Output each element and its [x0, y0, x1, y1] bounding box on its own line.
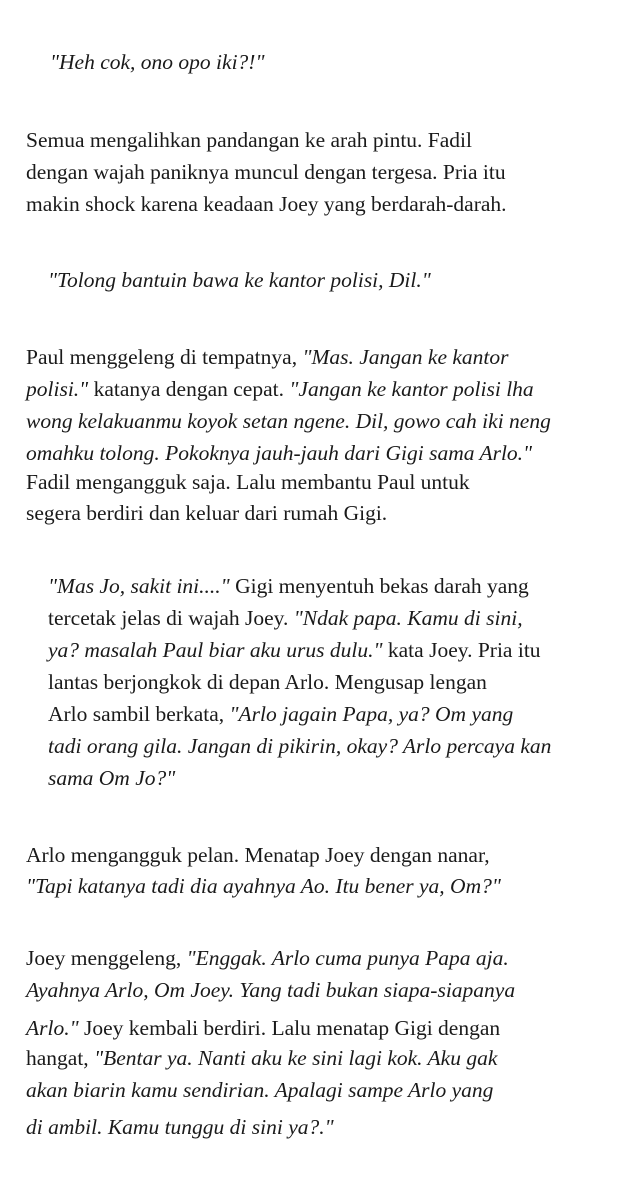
p2-line-1: Semua mengalihkan pandangan ke arah pintu. Fadil	[26, 128, 472, 152]
p4-line-2	[26, 376, 534, 402]
p7-line-6	[26, 1114, 334, 1140]
dialogue: "Tolong bantuin bawa ke kantor polisi, Dil."	[48, 268, 431, 292]
narration: Joey menggeleng,	[26, 946, 187, 970]
dialogue: "Mas Jo, sakit ini...."	[48, 574, 230, 598]
narration: Arlo sambil berkata,	[48, 702, 230, 726]
p5-line-6	[48, 733, 551, 759]
p7-line-2	[26, 977, 515, 1003]
dialogue: Arlo."	[26, 1016, 79, 1040]
narration: Joey kembali berdiri. Lalu menatap Gigi dengan	[78, 1016, 501, 1040]
p5-line-7	[48, 765, 175, 791]
dialogue: wong kelakuanmu koyok setan ngene. Dil, gowo cah iki neng	[26, 409, 551, 433]
narration: katanya dengan cepat.	[88, 377, 290, 401]
p4-line-6: segera berdiri dan keluar dari rumah Gigi.	[26, 501, 388, 525]
dialogue: "Mas. Jangan ke kantor	[302, 345, 509, 369]
p2-line-3: makin shock karena keadaan Joey yang berdarah-darah.	[26, 192, 507, 216]
narration: tercetak jelas di wajah Joey.	[48, 606, 294, 630]
dialogue: polisi."	[26, 377, 89, 401]
narration: kata Joey. Pria itu	[382, 638, 541, 662]
dialogue: "Tapi katanya tadi dia ayahnya Ao. Itu bener ya, Om?"	[26, 874, 501, 898]
dialogue: "Ndak papa. Kamu di sini,	[293, 606, 523, 630]
dialogue: "Jangan ke kantor polisi lha	[289, 377, 534, 401]
p5-line-2	[48, 605, 523, 631]
p5-line-3	[48, 637, 541, 663]
dialogue: akan biarin kamu sendirian. Apalagi sampe Arlo yang	[26, 1078, 494, 1102]
p4-line-3	[26, 408, 551, 434]
p5-line-4: lantas berjongkok di depan Arlo. Mengusap lengan	[48, 670, 487, 694]
narration: Paul menggeleng di tempatnya,	[26, 345, 303, 369]
p3-line-1	[48, 267, 431, 293]
dialogue: ya? masalah Paul biar aku urus dulu."	[48, 638, 383, 662]
narration: Gigi menyentuh bekas darah yang	[229, 574, 529, 598]
dialogue: di ambil. Kamu tunggu di sini ya?."	[26, 1115, 334, 1139]
p7-line-3	[26, 1015, 500, 1041]
dialogue: Ayahnya Arlo, Om Joey. Yang tadi bukan siapa-siapanya	[26, 978, 516, 1002]
dialogue: "Enggak. Arlo cuma punya Papa aja.	[186, 946, 509, 970]
p4-line-5: Fadil mengangguk saja. Lalu membantu Paul untuk	[26, 470, 470, 494]
dialogue: "Arlo jagain Papa, ya? Om yang	[229, 702, 514, 726]
p7-line-5	[26, 1077, 493, 1103]
dialogue: tadi orang gila. Jangan di pikirin, okay? Arlo percaya kan	[48, 734, 552, 758]
dialogue: "Heh cok, ono opo iki?!"	[50, 50, 265, 74]
p4-line-1	[26, 344, 509, 370]
p6-line-1: Arlo mengangguk pelan. Menatap Joey dengan nanar,	[26, 843, 490, 867]
dialogue: "Bentar ya. Nanti aku ke sini lagi kok. Aku gak	[94, 1046, 498, 1070]
p2-line-2: dengan wajah paniknya muncul dengan tergesa. Pria itu	[26, 160, 506, 184]
p7-line-1	[26, 945, 509, 971]
p5-line-1	[48, 573, 529, 599]
p5-line-5	[48, 701, 513, 727]
p6-line-2	[26, 873, 501, 899]
narration: hangat,	[26, 1046, 95, 1070]
dialogue: omahku tolong. Pokoknya jauh-jauh dari Gigi sama Arlo."	[26, 441, 533, 465]
p4-line-4	[26, 440, 532, 466]
p7-line-4	[26, 1045, 497, 1071]
p1-line-1	[50, 49, 265, 75]
dialogue: sama Om Jo?"	[48, 766, 176, 790]
